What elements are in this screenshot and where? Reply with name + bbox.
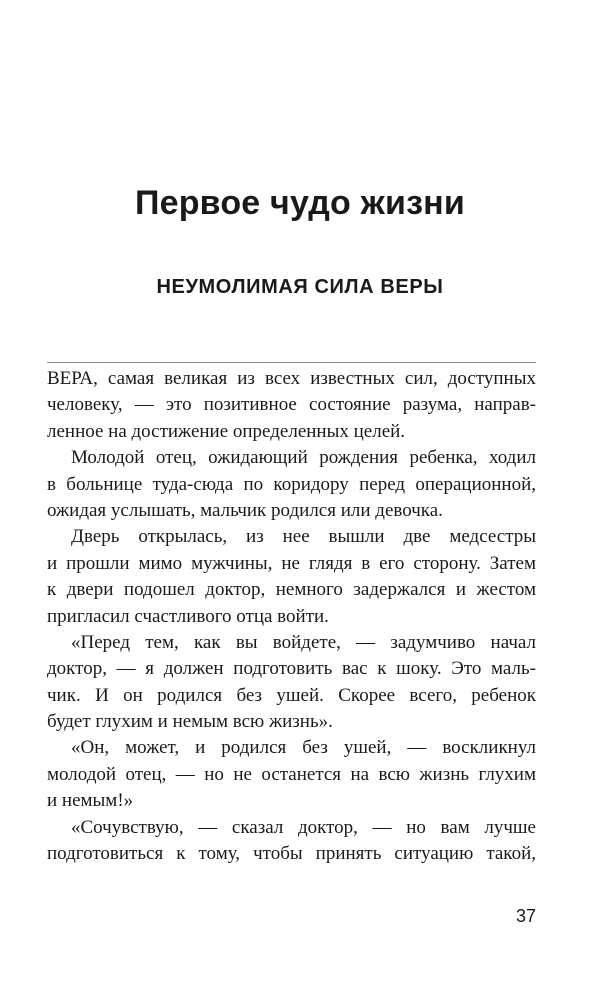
- text-line: и прошли мимо мужчины, не глядя в его сторону. Затем: [47, 552, 536, 574]
- text-line: Молодой отец, ожидающий рождения ребенка, ходил: [71, 447, 536, 469]
- body-text: [47, 366, 536, 867]
- text-line: к двери подошел доктор, немного задержался и жестом: [47, 579, 536, 601]
- text-line: подготовиться к тому, чтобы принять ситуацию такой,: [47, 843, 536, 865]
- text-line: «Перед тем, как вы войдете, — задумчиво начал: [71, 631, 536, 653]
- text-line: пригласил счастливого отца войти.: [47, 605, 329, 627]
- text-line: чик. И он родился без ушей. Скорее всего, ребенок: [47, 684, 536, 706]
- text-line: Дверь открылась, из нее вышли две медсестры: [71, 526, 536, 548]
- text-line: «Сочувствую, — сказал доктор, — но вам лучше: [71, 816, 536, 838]
- text-line: в больнице туда-сюда по коридору перед операционной,: [47, 473, 536, 495]
- section-divider: [47, 362, 536, 363]
- chapter-subtitle: НЕУМОЛИМАЯ СИЛА ВЕРЫ: [156, 276, 444, 298]
- text-line: и немым!»: [47, 790, 134, 812]
- text-line: ожидая услышать, мальчик родился или девочка.: [47, 499, 443, 521]
- text-line: ленное на достижение определенных целей.: [47, 420, 406, 442]
- text-line: «Он, может, и родился без ушей, — воскликнул: [71, 737, 536, 759]
- page-number: 37: [515, 906, 536, 926]
- chapter-title: Первое чудо жизни: [134, 184, 466, 222]
- text-line: человеку, — это позитивное состояние разума, направ-: [47, 394, 536, 416]
- text-line: будет глухим и немым всю жизнь».: [47, 711, 333, 733]
- text-line: доктор, — я должен подготовить вас к шоку. Это маль-: [47, 658, 536, 680]
- text-line: ВЕРА, самая великая из всех известных сил, доступных: [47, 368, 536, 389]
- text-line: молодой отец, — но не останется на всю жизнь глухим: [47, 763, 536, 785]
